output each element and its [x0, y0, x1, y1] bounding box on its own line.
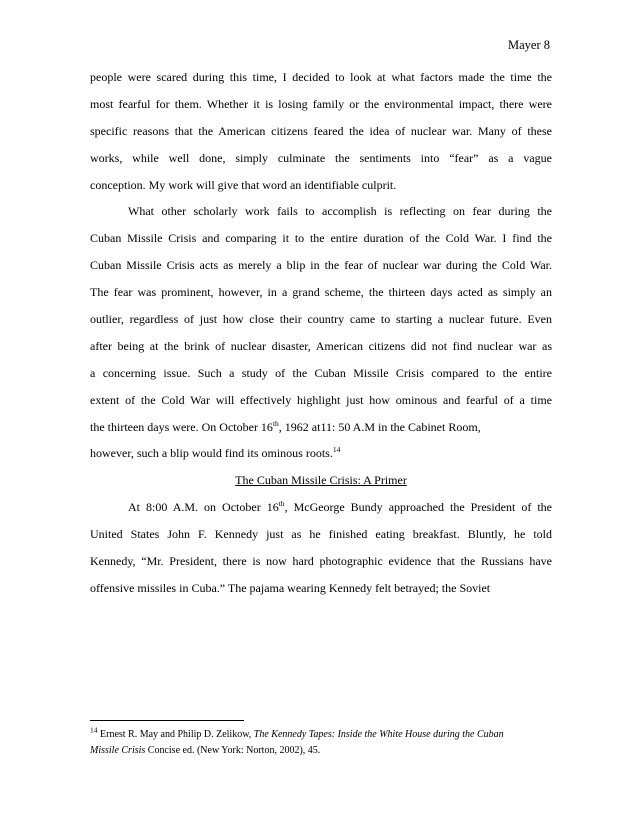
paragraph2-line: Cuban Missile Crisis and comparing it to the entire duration of the Cold War. I find the [90, 231, 552, 246]
footnote-divider [90, 720, 244, 721]
paragraph2-line [90, 414, 552, 441]
footnote-publication: Concise ed. (New York: Norton, 2002), 45. [145, 744, 321, 756]
footnote-authors: Ernest R. May and Philip D. Zelikow, [97, 729, 254, 740]
time-text-rest: , McGeorge Bundy approached the President of the [284, 500, 553, 515]
footnote-reference: 14 [332, 445, 341, 455]
ordinal-suffix: th [272, 418, 279, 428]
footnote-number: 14 [90, 725, 98, 735]
paragraph2-line: Cuban Missile Crisis acts as merely a blip in the fear of nuclear war during the Cold War. [90, 258, 552, 273]
closing-sentence: however, such a blip would find its ominous roots. [90, 446, 333, 461]
paragraph1-line: works, while well done, simply culminate the sentiments into “fear” as a vague [90, 150, 552, 165]
paragraph3-line: Kennedy, “Mr. President, there is now hard photographic evidence that the Russians have [90, 554, 552, 569]
footnote [90, 727, 552, 758]
paragraph2-line: extent of the Cold War will effectively highlight just how ominous and fearful of a time [90, 392, 552, 407]
paragraph2-line: a concerning issue. Such a study of the Cuban Missile Crisis compared to the entire [90, 365, 552, 380]
footnote-line [90, 743, 552, 759]
paragraph2-line: What other scholarly work fails to accomplish is reflecting on fear during the [128, 204, 552, 219]
paragraph3-line: United States John F. Kennedy just as he finished eating breakfast. Bluntly, he told [90, 527, 552, 542]
running-head: Mayer 8 [508, 38, 550, 52]
footnote-line [90, 727, 552, 743]
paragraph1-line: most fearful for them. Whether it is losing family or the environmental impact, there were [90, 96, 552, 111]
date-text-rest: , 1962 at11: 50 A.M in the Cabinet Room, [278, 419, 481, 434]
section-heading: The Cuban Missile Crisis: A Primer [235, 473, 407, 488]
paragraph2-line [90, 440, 552, 467]
paragraph1-line: people were scared during this time, I decided to look at what factors made the time the [90, 70, 552, 84]
footnote-title-cont: Missile Crisis [90, 744, 146, 756]
paragraph1-line: specific reasons that the American citizens feared the idea of nuclear war. Many of these [90, 123, 552, 138]
date-text: the thirteen days were. On October 16 [90, 419, 273, 434]
time-text: At 8:00 A.M. on October 16 [128, 500, 279, 515]
paragraph1-line: conception. My work will give that word an identifiable culprit. [90, 177, 397, 192]
body-text [90, 64, 552, 602]
paragraph2-line: The fear was prominent, however, in a grand scheme, the thirteen days acted as simply an [90, 285, 552, 300]
paragraph2-line: after being at the brink of nuclear disaster, American citizens did not find nuclear war as [90, 338, 552, 353]
paragraph3-line [90, 494, 552, 521]
paragraph2-line: outlier, regardless of just how close their country came to starting a nuclear future. Even [90, 312, 552, 327]
ordinal-suffix: th [278, 499, 285, 509]
footnote-title: The Kennedy Tapes: Inside the White House during the Cuban [253, 729, 504, 740]
paragraph3-line: offensive missiles in Cuba.” The pajama wearing Kennedy felt betrayed; the Soviet [90, 580, 491, 595]
